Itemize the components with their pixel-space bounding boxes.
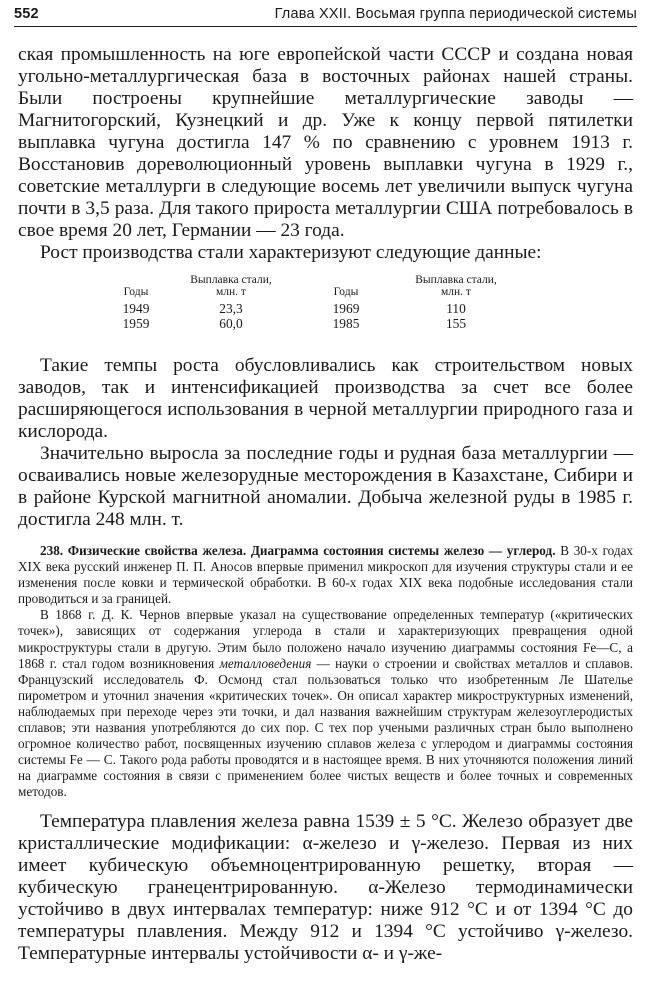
table-cell-year: 1959 bbox=[122, 316, 150, 331]
page-header bbox=[14, 4, 637, 27]
steel-production-table bbox=[116, 274, 526, 331]
paragraph-ore-base: Значительно выросла за последние годы и рудная база металлургии — осваивались новые железорудные месторождения в Казахстане, Сибири и в районе Курской магнитной аномалии. Добыча железной руды в 1985 г. достигла 248 млн. т. bbox=[18, 443, 633, 530]
table-header-output-label: Выплавка стали, bbox=[190, 274, 272, 286]
section-intro-text: В 30-х годах XIX века русский инженер П. П. Аносов впервые применил микроскоп для изучения структуры стали и ее изменения после ковки и термической обработки. В 60-х годах XIX века подобные исследования стали проводиться и за границей. bbox=[18, 543, 634, 607]
table-header-row bbox=[116, 274, 526, 301]
chernov-text-end: — науки о строении и свойствах металлов и сплавов. Французский исследователь Ф. Осмонд стал пользоваться только что изобретенным Ле Шателье пирометром и уточнил значения «критических точек». Он описал характер микроструктурных изменений, наблюдаемых при переходе через эти точки, и дал названия важнейшим структурам железоуглеродистых сплавов; эти названия употребляются до сих пор. С тех пор учеными различных стран было выполнено огромное количество работ, посвященных изучению сплавов железа с углеродом и диаграммы состояния системы Fe — C. Такого рода работы проводятся и в настоящее время. В них уточняются положения линий на диаграмме состояния в связи с применением более чистых веществ и более точных и современных методов. bbox=[18, 655, 634, 800]
page-body bbox=[18, 44, 633, 965]
paragraph-growth-causes: Такие темпы роста обусловливались как строительством новых заводов, так и интенсификацией производства за счет все более расширяющегося использования в черной металлургии природного газа и кислорода. bbox=[18, 355, 633, 442]
table-header-output-label: Выплавка стали, bbox=[415, 274, 497, 286]
table-cell-year: 1949 bbox=[122, 301, 150, 316]
table-cell-value: 110 bbox=[446, 301, 466, 316]
table-cell-year: 1985 bbox=[332, 316, 360, 331]
table-row bbox=[116, 316, 526, 331]
table-cell-year: 1969 bbox=[332, 301, 360, 316]
emphasis-term: металловедения bbox=[219, 655, 312, 671]
table-header-output-unit: млн. т bbox=[216, 286, 246, 298]
paragraph-chernov bbox=[18, 607, 633, 800]
table-cell-value: 23,3 bbox=[219, 301, 243, 316]
table-header-output-unit: млн. т bbox=[441, 286, 471, 298]
paragraph-industry: ская промышленность на юге европейской части СССР и создана новая угольно-металлургическая база в восточных районах нашей страны. Были построены крупнейшие металлургические заводы — Магнитогорский, Кузнецкий и др. Уже к концу первой пятилетки выплавка чугуна достигла 147 % по сравнению с уровнем 1913 г. Восстановив дореволюционный уровень выплавки чугуна в 1929 г., советские металлурги в следующие восемь лет увеличили выпуск чугуна почти в 3,5 раза. Для такого прироста металлургии США потребовалось в свое время 20 лет, Германии — 23 года. bbox=[18, 44, 633, 241]
chernov-text-start: В 1868 г. Д. К. Чернов впервые указал на существование определенных температур («критических точек»), зависящих от содержания углерода в стали и характеризующих превращения одной микроструктуры стали в другую. Этим было положено начало изучению диаграммы состояния Fe—C, а 1868 г. стал годом возникновения bbox=[18, 607, 633, 671]
table-row bbox=[116, 301, 526, 316]
table-cell-value: 60,0 bbox=[219, 316, 243, 331]
table-header-output-1 bbox=[156, 274, 306, 301]
section-title: 238. Физические свойства железа. Диаграмма состояния системы железо — углерод. bbox=[40, 543, 556, 558]
table-header-output-2 bbox=[386, 274, 526, 301]
spacer bbox=[18, 331, 633, 355]
table-header-years-2: Годы bbox=[333, 286, 359, 298]
paragraph-iron-properties: Температура плавления железа равна 1539 ± 5 °C. Железо образует две кристаллические модификации: α-железо и γ-железо. Первая из них имеет кубическую объемноцентрированную решетку, вторая — кубическую гранецентрированную. α-Железо термодинамически устойчиво в двух интервалах температур: ниже 912 °C и от 1394 °C до температуры плавления. Между 912 и 1394 °C устойчиво γ-железо. Температурные интервалы устойчивости α- и γ-же- bbox=[18, 810, 633, 964]
paragraph-steel-growth-intro: Рост производства стали характеризуют следующие данные: bbox=[40, 242, 542, 263]
running-title: Глава XXII. Восьмая группа периодической системы bbox=[274, 6, 637, 22]
section-238 bbox=[18, 543, 633, 607]
table-cell-value: 155 bbox=[445, 316, 467, 331]
table-header-years-1: Годы bbox=[123, 286, 149, 298]
page-number: 552 bbox=[14, 6, 39, 22]
